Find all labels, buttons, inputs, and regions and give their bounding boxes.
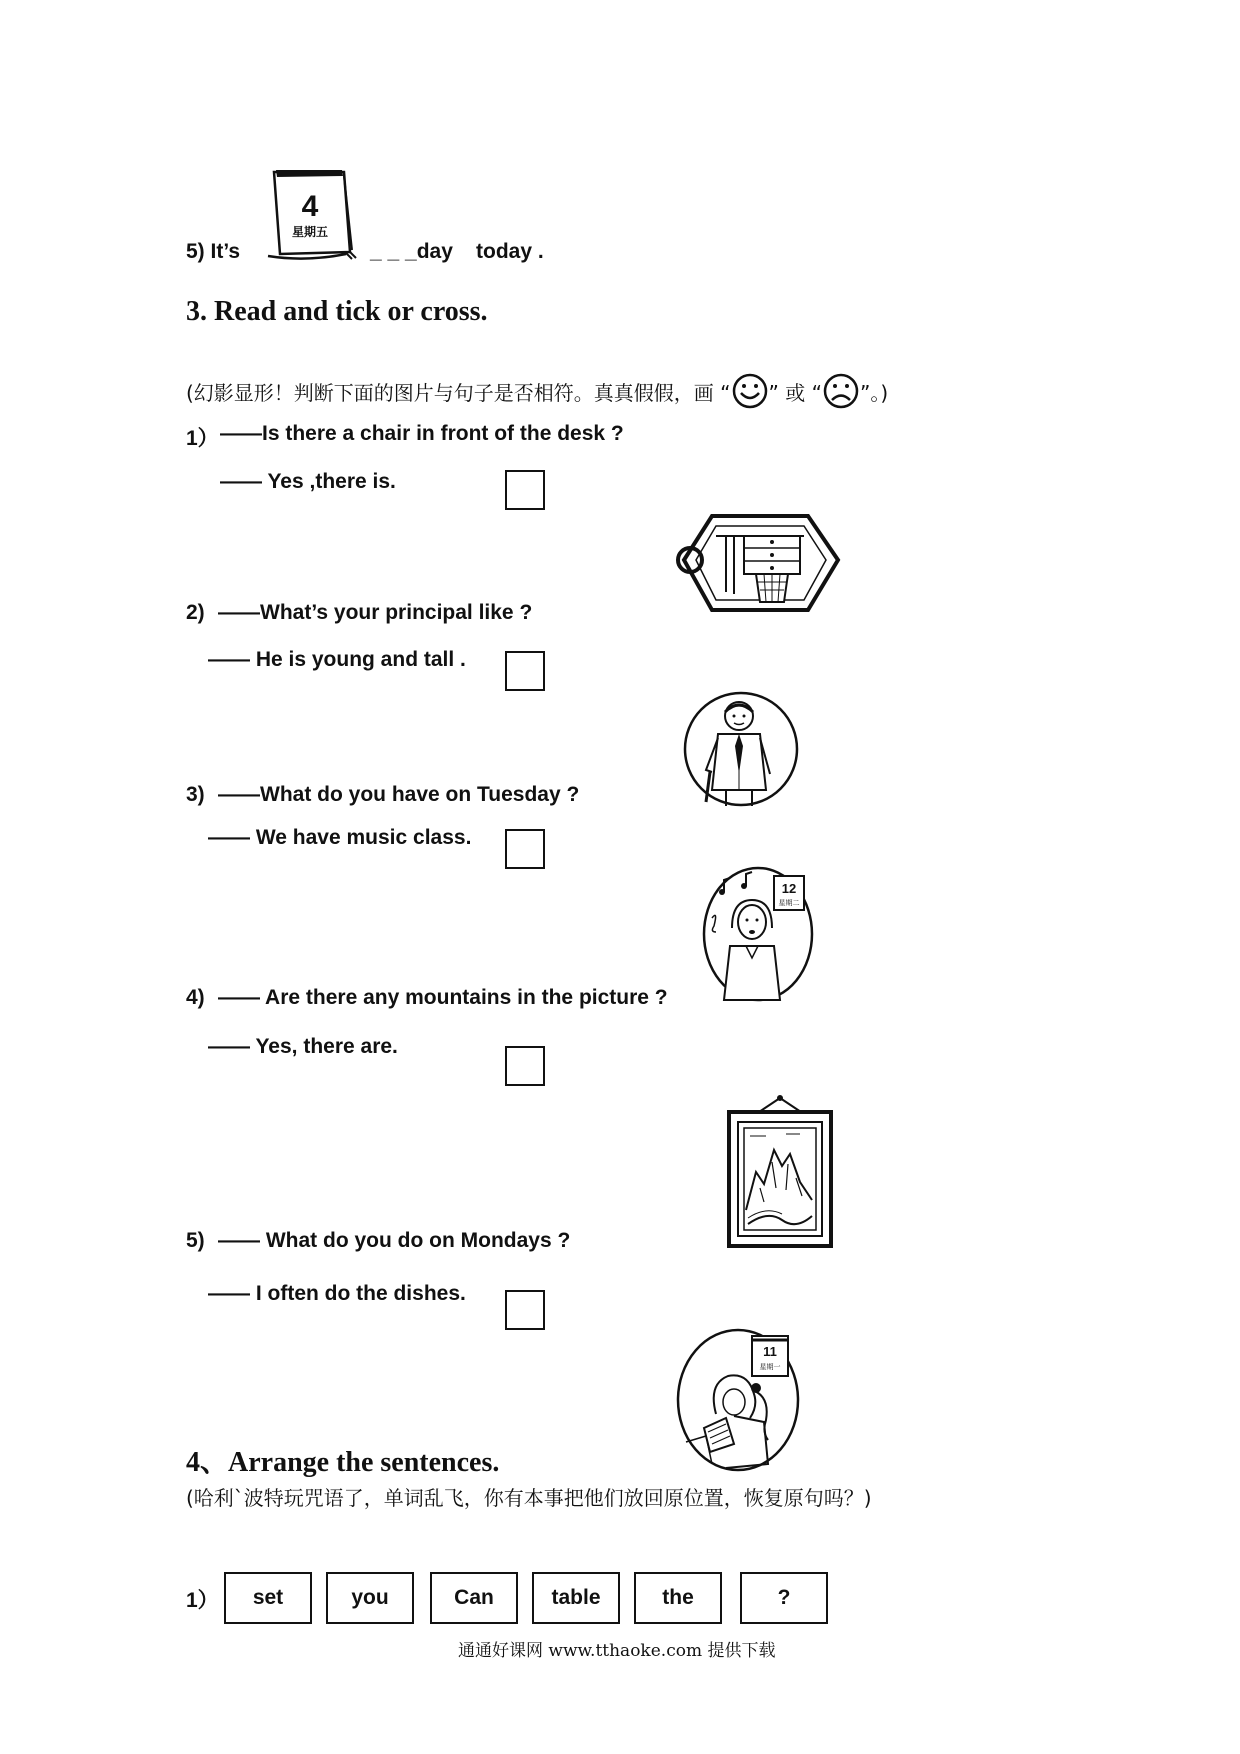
item4-number: 4) — [186, 986, 205, 1009]
section3-title: 3. Read and tick or cross. — [186, 296, 488, 327]
item3-answer: —— We have music class. — [208, 826, 472, 849]
item5-question: —— What do you do on Mondays ? — [218, 1229, 571, 1252]
item1-number: 1） — [186, 427, 219, 450]
arrange1-number: 1） — [186, 1589, 219, 1612]
item5-tick-box[interactable] — [505, 1290, 545, 1330]
item4-tick-box[interactable] — [505, 1046, 545, 1086]
q5-prefix: 5) It’s — [186, 240, 241, 263]
item5-number: 5) — [186, 1229, 205, 1252]
tuesday-calendar-number: 12 — [781, 881, 797, 896]
item2-question: ——What’s your principal like ? — [218, 601, 533, 624]
item2-answer: —— He is young and tall . — [208, 648, 466, 671]
item3-question: ——What do you have on Tuesday ? — [218, 783, 580, 806]
instruction-part-3: ”。) — [859, 381, 889, 405]
item4-question: —— Are there any mountains in the picture ? — [218, 986, 668, 1009]
calendar-day-label: 星期五 — [291, 225, 329, 239]
calendar-number: 4 — [301, 190, 319, 223]
section3-instruction — [186, 372, 888, 410]
old-principal-picture — [682, 690, 800, 808]
smiley-face-icon — [731, 372, 769, 410]
word-card[interactable]: Can — [430, 1572, 518, 1624]
item3-number: 3) — [186, 783, 205, 806]
word-card[interactable]: table — [532, 1572, 620, 1624]
instruction-part-1: (幻影显形！判断下面的图片与句子是否相符。真真假假，画 “ — [186, 381, 731, 405]
word-card[interactable]: the — [634, 1572, 722, 1624]
tuesday-calendar-label: 星期二 — [778, 899, 800, 907]
item1-tick-box[interactable] — [505, 470, 545, 510]
word-card[interactable]: ? — [740, 1572, 828, 1624]
framed-mountain-picture — [726, 1092, 834, 1250]
word-card[interactable]: set — [224, 1572, 312, 1624]
sad-face-icon — [822, 372, 860, 410]
page-footer: 通通好课网 www.tthaoke.com 提供下载 — [458, 1641, 776, 1661]
item2-tick-box[interactable] — [505, 651, 545, 691]
monday-calendar-number: 11 — [763, 1344, 777, 1359]
q5-suffix: today . — [476, 240, 544, 263]
item3-tick-box[interactable] — [505, 829, 545, 869]
item5-answer: —— I often do the dishes. — [208, 1282, 466, 1305]
section4-title: 4、Arrange the sentences. — [186, 1447, 500, 1478]
q5-blank[interactable]: _ _ _day — [370, 240, 453, 263]
item4-answer: —— Yes, there are. — [208, 1035, 398, 1058]
item2-number: 2) — [186, 601, 205, 624]
item1-answer: —— Yes ,there is. — [220, 470, 396, 493]
music-class-picture — [702, 866, 814, 1002]
desk-picture — [676, 512, 842, 614]
section4-instruction: (哈利`波特玩咒语了，单词乱飞，你有本事把他们放回原位置，恢复原句吗？) — [186, 1486, 872, 1510]
calendar-friday-icon — [266, 166, 356, 262]
monday-calendar-label: 星期一 — [759, 1363, 781, 1371]
girl-reading-picture — [676, 1324, 804, 1472]
word-card[interactable]: you — [326, 1572, 414, 1624]
instruction-part-2: ” 或 “ — [768, 381, 822, 405]
item1-question: ——Is there a chair in front of the desk ? — [220, 422, 624, 445]
